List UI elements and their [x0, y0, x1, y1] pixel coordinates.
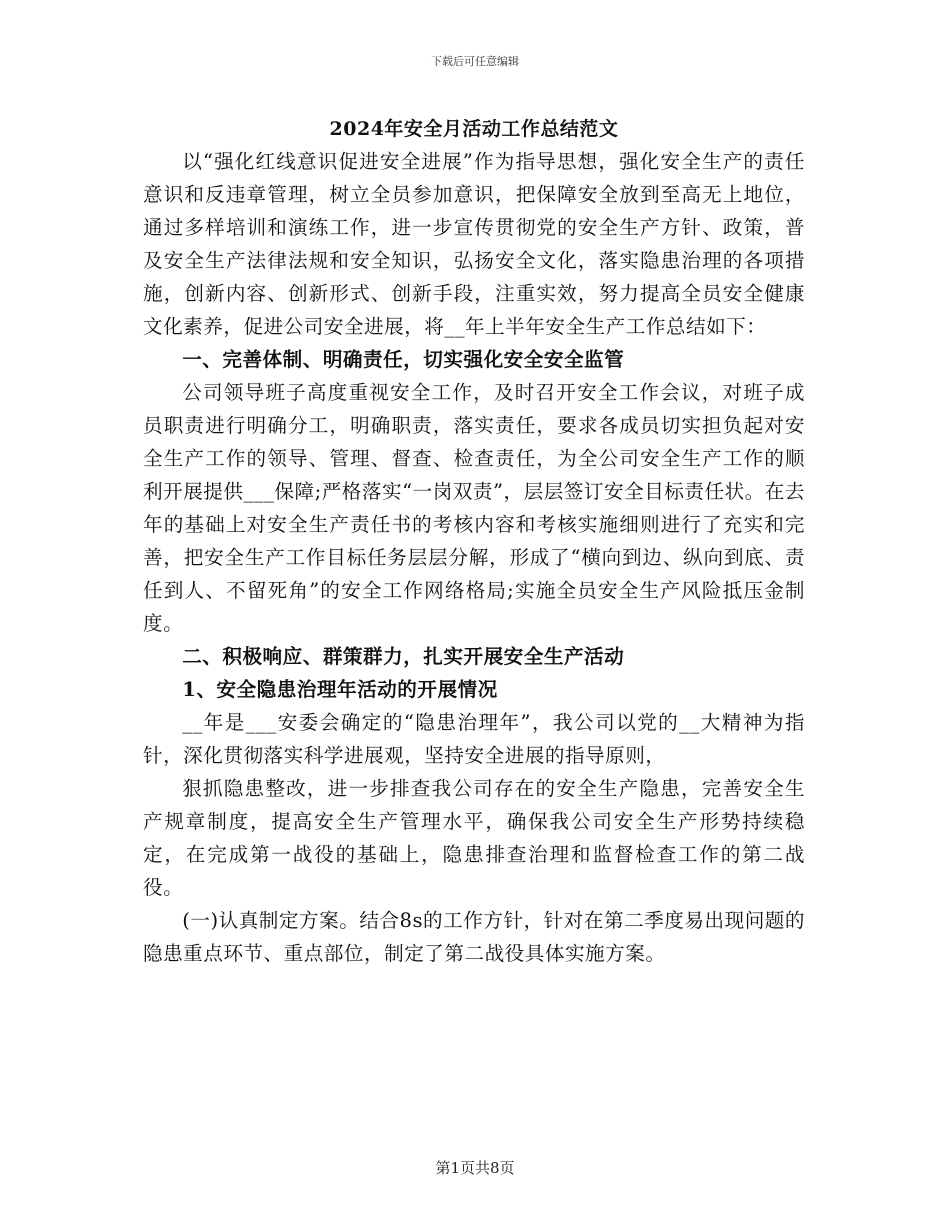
- paragraph-subsection-1b: 狠抓隐患整改，进一步排查我公司存在的安全生产隐患，完善安全生产规章制度，提高安全生产管理水平，确保我公司安全生产形势持续稳定，在完成第一战役的基础上，隐患排查治理和监督检查工作的第二战役。: [143, 777, 805, 899]
- paragraph-subsection-1c: (一)认真制定方案。结合8s的工作方针，针对在第二季度易出现问题的隐患重点环节、重点部位，制定了第二战役具体实施方案。: [143, 909, 805, 965]
- header-note: 下载后可任意编辑: [431, 55, 519, 68]
- paragraph-section-1: 公司领导班子高度重视安全工作，及时召开安全工作会议，对班子成员职责进行明确分工，明确职责，落实责任，要求各成员切实担负起对安全生产工作的领导、管理、督查、检查责任，为全公司安全生产工作的顺利开展提供___保障;严格落实“一岗双责”，层层签订安全目标责任状。在去年的基础上对安全生产责任书的考核内容和考核实施细则进行了充实和完善，把安全生产工作目标任务层层分解，形成了“横向到边、纵向到底、责任到人、不留死角”的安全工作网络格局;实施全员安全生产风险抵压金制度。: [143, 381, 805, 635]
- section-heading-1: 一、完善体制、明确责任，切实强化安全安全监管: [182, 348, 625, 371]
- subsection-heading-1: 1、安全隐患治理年活动的开展情况: [182, 678, 498, 701]
- paragraph-intro: 以“强化红线意识促进安全进展”作为指导思想，强化安全生产的责任意识和反违章管理，树立全员参加意识，把保障安全放到至高无上地位，通过多样培训和演练工作，进一步宣传贯彻党的安全生产方针、政策，普及安全生产法律法规和安全知识，弘扬安全文化，落实隐患治理的各项措施，创新内容、创新形式、创新手段，注重实效，努力提高全员安全健康文化素养，促进公司安全进展，将__年上半年安全生产工作总结如下：: [143, 150, 805, 338]
- paragraph-subsection-1a: __年是___安委会确定的“隐患治理年”，我公司以党的__大精神为指针，深化贯彻落实科学进展观，坚持安全进展的指导原则，: [143, 711, 805, 767]
- page-number: 第1页共8页: [435, 1159, 515, 1177]
- document-title: 2024年安全月活动工作总结范文: [329, 118, 619, 140]
- section-heading-2: 二、积极响应、群策群力，扎实开展安全生产活动: [182, 645, 625, 668]
- document-body: [143, 113, 805, 970]
